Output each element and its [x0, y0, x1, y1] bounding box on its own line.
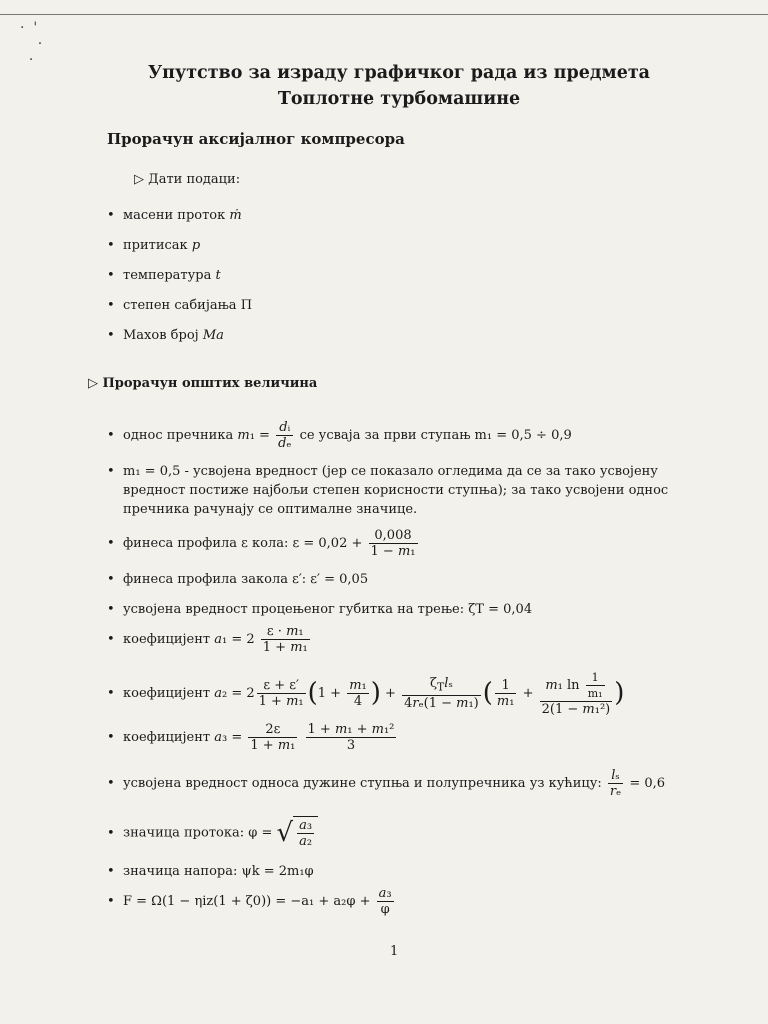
item-F-expression: • F = Ω(1 − ηiz(1 + ζ0)) = −a₁ + a₂φ + $\frac{\text{a₃}}{\varphi}$	[107, 886, 392, 917]
title-line-2: Топлотне турбомашине	[277, 89, 521, 109]
item-flow-coefficient: • значица протока: φ = √ $\frac{\text{a₃}}{\text{a₂}}$	[107, 816, 707, 850]
item-diameter-ratio: • однос пречника m₁ = $\frac{\text{dᵢ}}{\text{dₑ}}$ се усваја за први ступањ m₁ = 0,5 ÷ 0,9	[107, 420, 572, 451]
title-line-1: Упутство за израду графичког рада из предмета	[147, 63, 651, 83]
item-coefficient-a1: • коефицијент a₁ = 2 $\frac{\text{ε · m₁}}{\text{1 + m₁}}$	[107, 624, 308, 655]
document-title	[0, 60, 768, 112]
item-coefficient-a3: • коефицијент a₃ = $\frac{2\varepsilon}{\text{1 + m₁}}$ $\frac{\text{1 + m₁ + m₁²}}{3}$	[107, 722, 395, 753]
scan-specks: · ' · ·	[20, 20, 43, 68]
item-length-ratio: • усвојена вредност односа дужине ступња и полупречника уз кућицу: $\frac{\text{lₛ}}{\text{rₑ}}$ = 0,6	[107, 768, 666, 799]
given-item-mass-flow: • масени проток ṁ	[107, 208, 242, 223]
section-heading: Прорачун аксијалног компресора	[107, 130, 405, 148]
given-item-temperature: • температура t	[107, 268, 221, 283]
item-rotor-finesse: • финеса профила ε кола: ε = 0,02 + $\frac{0,008}{\text{1 − m₁}}$	[107, 528, 416, 559]
calc-heading: ▷ Прорачун општих величина	[88, 376, 318, 391]
top-border-line	[0, 14, 768, 15]
item-head-coefficient: • значица напора: ψk = 2m₁φ	[107, 864, 314, 879]
given-item-mach: • Махов број Ma	[107, 328, 224, 343]
item-adopted-value: • m₁ = 0,5 - усвојена вредност (јер се показало огледима да се за тако усвојену вредност постиже најбољи степен корисности ступња); за тако усвојени однос пречника рачунају се оптималне значице.	[107, 464, 669, 517]
item-stator-finesse: • финеса профила закола ε′: ε′ = 0,05	[107, 572, 369, 587]
item-friction-loss: • усвојена вредност процењеног губитка на трење: ζT = 0,04	[107, 602, 533, 617]
given-item-pressure: • притисак p	[107, 238, 201, 253]
given-item-compression-ratio: • степен сабијања Π	[107, 298, 253, 313]
given-data-heading: ▷ Дати подаци:	[134, 172, 241, 187]
item-coefficient-a2: • коефицијент a₂ = 2 $\frac{\varepsilon + \varepsilon'}{\text{1 + m₁}}$ (1 + $\frac{\text{m₁}}{4}$ ) + $\frac{\zeta_Tl_s}{\text{4rₑ(1 − m₁)}}$ ( $\frac{1}{\text{m₁}}$ + m₁ ln $\frac{1}{\text{m₁}}$ 2(1 − m₁²) )	[107, 671, 625, 717]
page-number: 1	[390, 944, 399, 959]
